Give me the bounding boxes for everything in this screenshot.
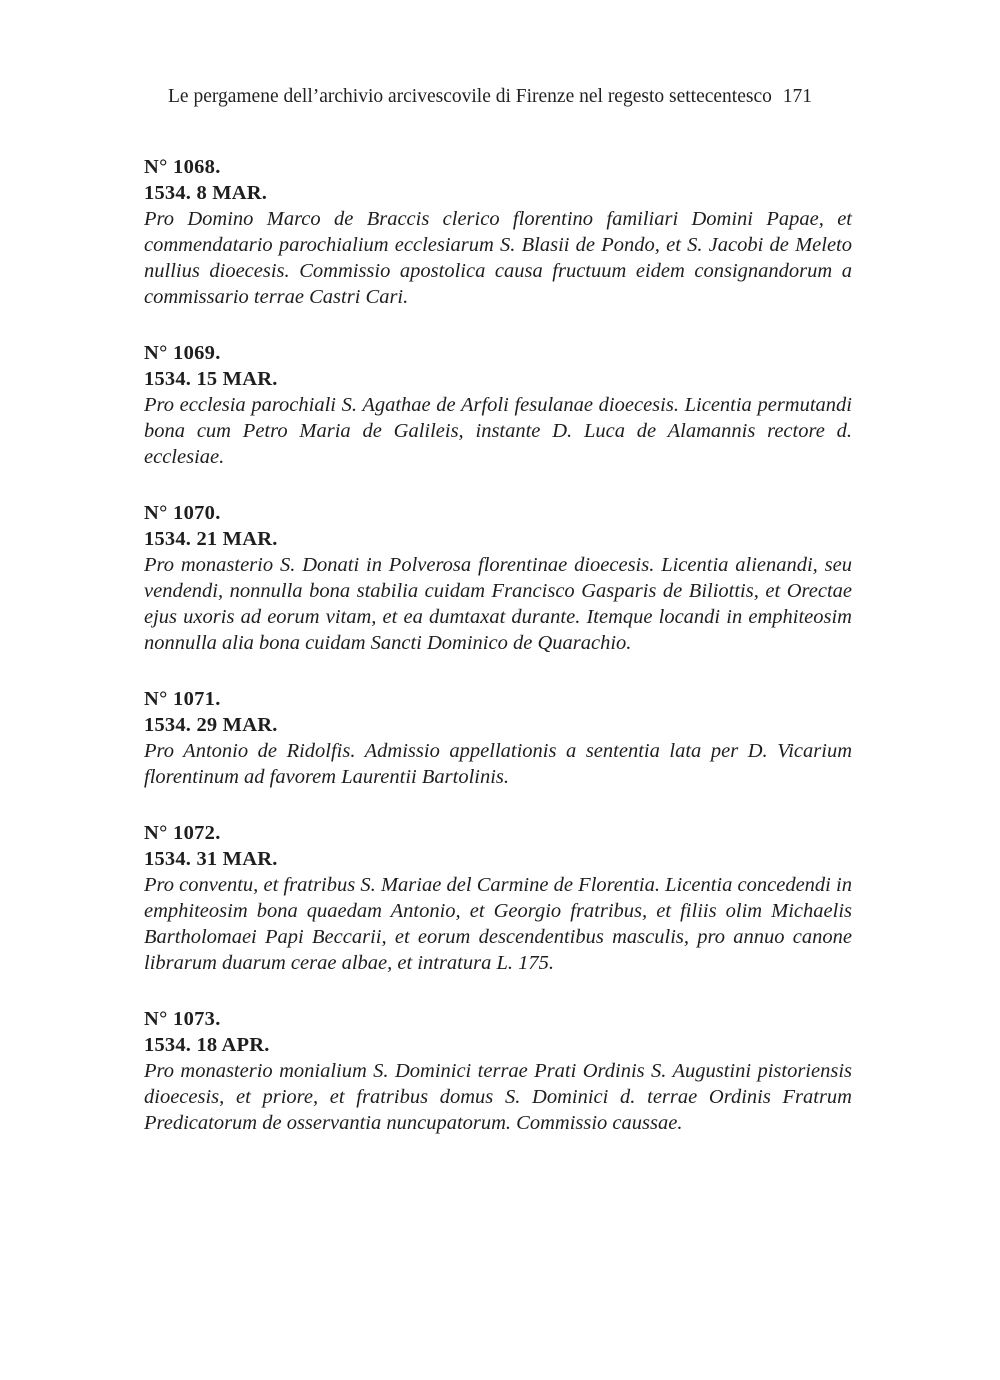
running-header xyxy=(168,84,848,110)
page-number: 171 xyxy=(782,86,812,107)
entry-date: 1534. 8 MAR. xyxy=(144,182,268,204)
entry-1071 xyxy=(144,686,852,790)
entry-text: Pro monasterio monialium S. Dominici terrae Prati Ordinis S. Augustini pistoriensis dioecesis, et priore, et fratribus domus S. Dominici d. terrae Ordinis Fratrum Predicatorum de osservantia nuncupatorum. Commissio caussae. xyxy=(144,1060,852,1134)
entry-text: Pro monasterio S. Donati in Polverosa florentinae dioecesis. Licentia alienandi, seu vendendi, nonnulla bona stabilia cuidam Francisco Gasparis de Biliottis, et Orectae ejus uxoris ad eorum vitam, et ea dumtaxat durante. Itemque locandi in emphiteosim nonnulla alia bona cuidam Sancti Dominico de Quarachio. xyxy=(144,554,852,654)
entry-date: 1534. 18 APR. xyxy=(144,1034,270,1056)
running-title: Le pergamene dell’archivio arcivescovile di Firenze nel regesto settecentesco xyxy=(168,86,772,107)
entry-number: N° 1070. xyxy=(144,502,221,524)
entry-date: 1534. 29 MAR. xyxy=(144,714,278,736)
entry-number: N° 1068. xyxy=(144,156,221,178)
entry-date: 1534. 15 MAR. xyxy=(144,368,278,390)
entry-number: N° 1071. xyxy=(144,688,221,710)
entry-text: Pro Domino Marco de Braccis clerico florentino familiari Domini Papae, et commendatario parochialium ecclesiarum S. Blasii de Pondo, et S. Jacobi de Meleto nullius dioecesis. Commissio apostolica causa fructuum eidem consignandorum a commissario terrae Castri Cari. xyxy=(144,208,852,308)
entry-number: N° 1072. xyxy=(144,822,221,844)
entry-date: 1534. 21 MAR. xyxy=(144,528,278,550)
entry-1069 xyxy=(144,340,852,470)
entry-1072 xyxy=(144,820,852,976)
entry-text: Pro conventu, et fratribus S. Mariae del Carmine de Florentia. Licentia concedendi in emphiteosim bona quaedam Antonio, et Georgio fratribus, et filiis olim Michaelis Bartholomaei Papi Beccarii, et eorum descendentibus masculis, pro annuo canone librarum duarum cerae albae, et intratura L. 175. xyxy=(144,874,852,974)
entry-date: 1534. 31 MAR. xyxy=(144,848,278,870)
entry-number: N° 1073. xyxy=(144,1008,221,1030)
regesto-entries xyxy=(144,154,852,1166)
entry-1068 xyxy=(144,154,852,310)
entry-text: Pro ecclesia parochiali S. Agathae de Arfoli fesulanae dioecesis. Licentia permutandi bona cum Petro Maria de Galileis, instante D. Luca de Alamannis rectore d. ecclesiae. xyxy=(144,394,852,468)
entry-1073 xyxy=(144,1006,852,1136)
entry-number: N° 1069. xyxy=(144,342,221,364)
entry-1070 xyxy=(144,500,852,656)
entry-text: Pro Antonio de Ridolfis. Admissio appellationis a sententia lata per D. Vicarium florentinum ad favorem Laurentii Bartolinis. xyxy=(144,740,852,788)
